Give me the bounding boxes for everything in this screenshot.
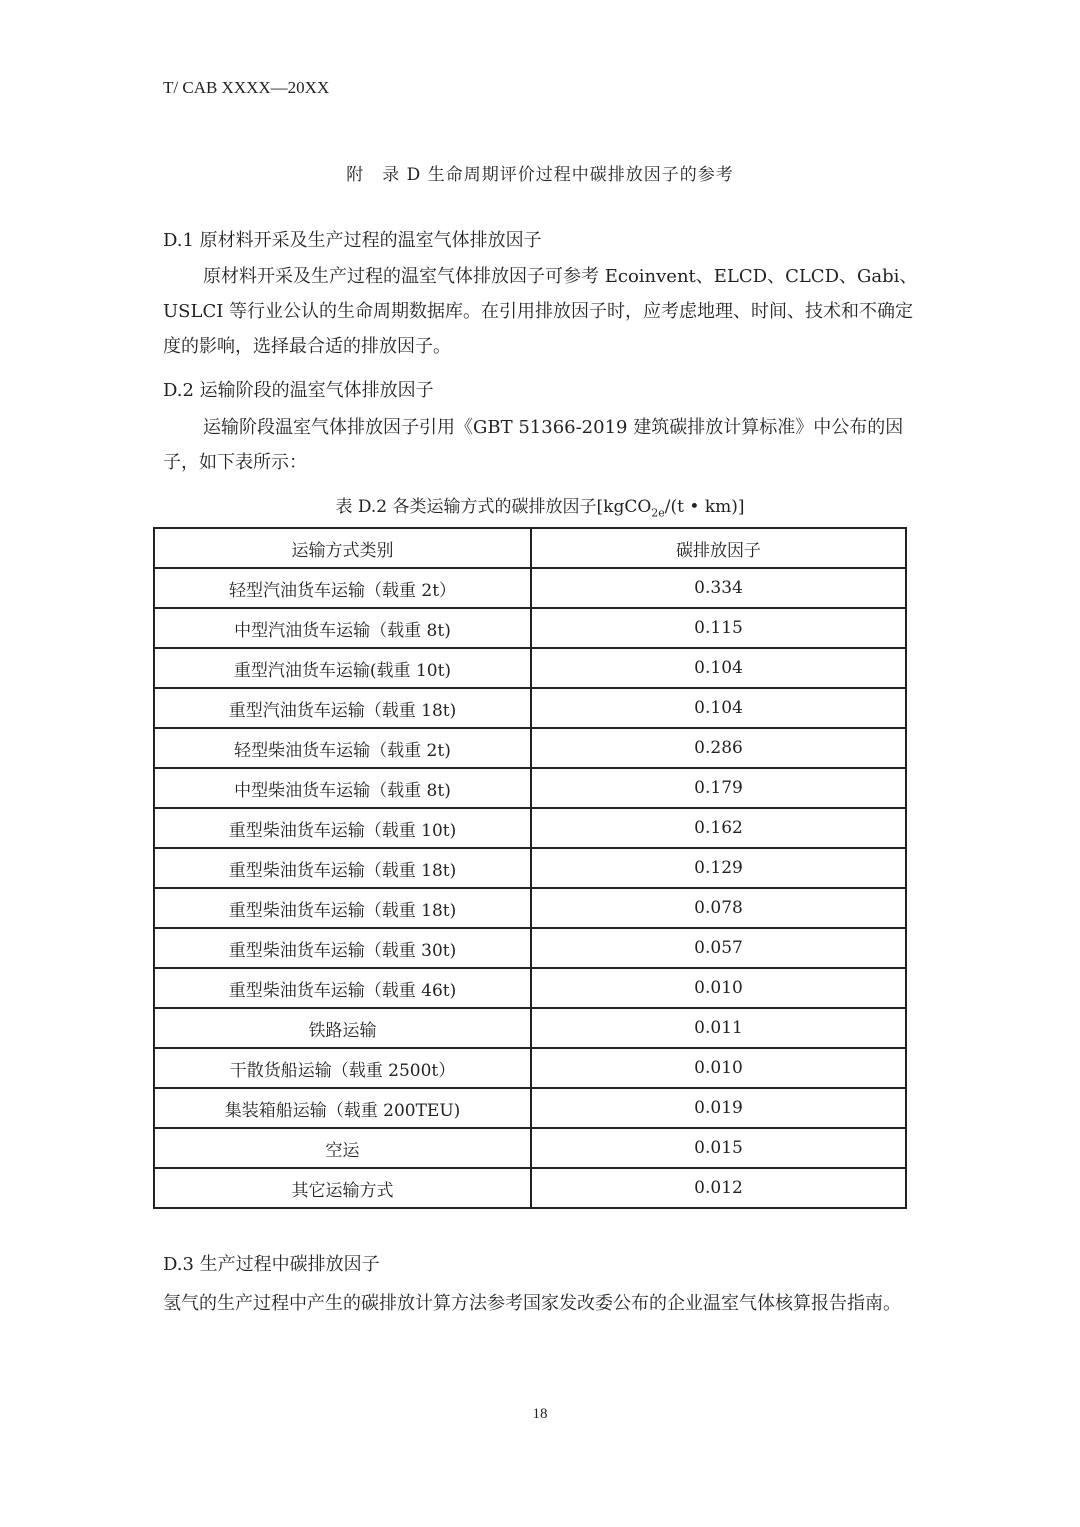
emission-factor-cell: 0.057 (531, 928, 906, 968)
transport-type-cell: 其它运输方式 (154, 1168, 531, 1208)
table-row (154, 888, 906, 928)
table-header-row (154, 528, 906, 568)
transport-type-cell: 重型汽油货车运输（载重 18t) (154, 688, 531, 728)
table-row (154, 1008, 906, 1048)
section-d1-body: 原材料开采及生产过程的温室气体排放因子可参考 Ecoinvent、ELCD、CLCD、Gabi、USLCI 等行业公认的生命周期数据库。在引用排放因子时，应考虑地理、时间、技术和不确定度的影响，选择最合适的排放因子。 (163, 266, 918, 357)
table-caption (0, 492, 1080, 519)
table-row (154, 728, 906, 768)
emission-factor-cell: 0.012 (531, 1168, 906, 1208)
transport-type-cell: 中型汽油货车运输（载重 8t) (154, 608, 531, 648)
emission-factor-cell: 0.010 (531, 1048, 906, 1088)
table-caption-subscript: 2e (651, 506, 665, 520)
transport-type-cell: 中型柴油货车运输（载重 8t) (154, 768, 531, 808)
emission-factor-cell: 0.010 (531, 968, 906, 1008)
table-row (154, 808, 906, 848)
table-row (154, 568, 906, 608)
column-header-transport-type: 运输方式类别 (154, 528, 531, 568)
transport-type-cell: 重型柴油货车运输（载重 18t) (154, 848, 531, 888)
emission-factor-cell: 0.015 (531, 1128, 906, 1168)
transport-type-cell: 重型柴油货车运输（载重 46t) (154, 968, 531, 1008)
table-row (154, 1048, 906, 1088)
emission-factor-cell: 0.286 (531, 728, 906, 768)
appendix-title: 附 录 D 生命周期评价过程中碳排放因子的参考 (346, 165, 734, 185)
transport-type-cell: 重型柴油货车运输（载重 18t) (154, 888, 531, 928)
emission-factor-cell: 0.104 (531, 688, 906, 728)
transport-type-cell: 干散货船运输（载重 2500t） (154, 1048, 531, 1088)
emission-factor-cell: 0.019 (531, 1088, 906, 1128)
table-row (154, 968, 906, 1008)
transport-type-cell: 重型汽油货车运输(载重 10t) (154, 648, 531, 688)
emission-factor-cell: 0.129 (531, 848, 906, 888)
transport-type-cell: 重型柴油货车运输（载重 10t) (154, 808, 531, 848)
transport-type-cell: 空运 (154, 1128, 531, 1168)
emission-factor-table (153, 527, 907, 1209)
section-d1-heading: D.1 原材料开采及生产过程的温室气体排放因子 (163, 230, 542, 251)
table-row (154, 688, 906, 728)
emission-factor-cell: 0.078 (531, 888, 906, 928)
table-row (154, 648, 906, 688)
transport-type-cell: 轻型汽油货车运输（载重 2t） (154, 568, 531, 608)
transport-type-cell: 铁路运输 (154, 1008, 531, 1048)
emission-factor-cell: 0.179 (531, 768, 906, 808)
table-row (154, 1088, 906, 1128)
emission-factor-cell: 0.162 (531, 808, 906, 848)
section-d3-body: 氢气的生产过程中产生的碳排放计算方法参考国家发改委公布的企业温室气体核算报告指南。 (163, 1293, 901, 1314)
section-d2-heading: D.2 运输阶段的温室气体排放因子 (163, 380, 434, 401)
transport-type-cell: 轻型柴油货车运输（载重 2t) (154, 728, 531, 768)
document-code: T/ CAB XXXX—20XX (163, 78, 330, 97)
table-caption-unit: /(t • km)] (664, 497, 745, 517)
section-d2-body: 运输阶段温室气体排放因子引用《GBT 51366-2019 建筑碳排放计算标准》中公布的因子，如下表所示： (163, 417, 904, 473)
page-number: 18 (532, 1406, 548, 1422)
table-row (154, 928, 906, 968)
table-row (154, 848, 906, 888)
column-header-emission-factor: 碳排放因子 (531, 528, 906, 568)
emission-factor-cell: 0.011 (531, 1008, 906, 1048)
emission-factor-cell: 0.334 (531, 568, 906, 608)
table-row (154, 608, 906, 648)
table-row (154, 768, 906, 808)
table-row (154, 1128, 906, 1168)
transport-type-cell: 重型柴油货车运输（载重 30t) (154, 928, 531, 968)
emission-factor-cell: 0.104 (531, 648, 906, 688)
transport-type-cell: 集装箱船运输（载重 200TEU) (154, 1088, 531, 1128)
emission-factor-cell: 0.115 (531, 608, 906, 648)
table-caption-main: 表 D.2 各类运输方式的碳排放因子[kgCO (335, 497, 652, 517)
section-d3-heading: D.3 生产过程中碳排放因子 (163, 1254, 380, 1275)
table-row (154, 1168, 906, 1208)
